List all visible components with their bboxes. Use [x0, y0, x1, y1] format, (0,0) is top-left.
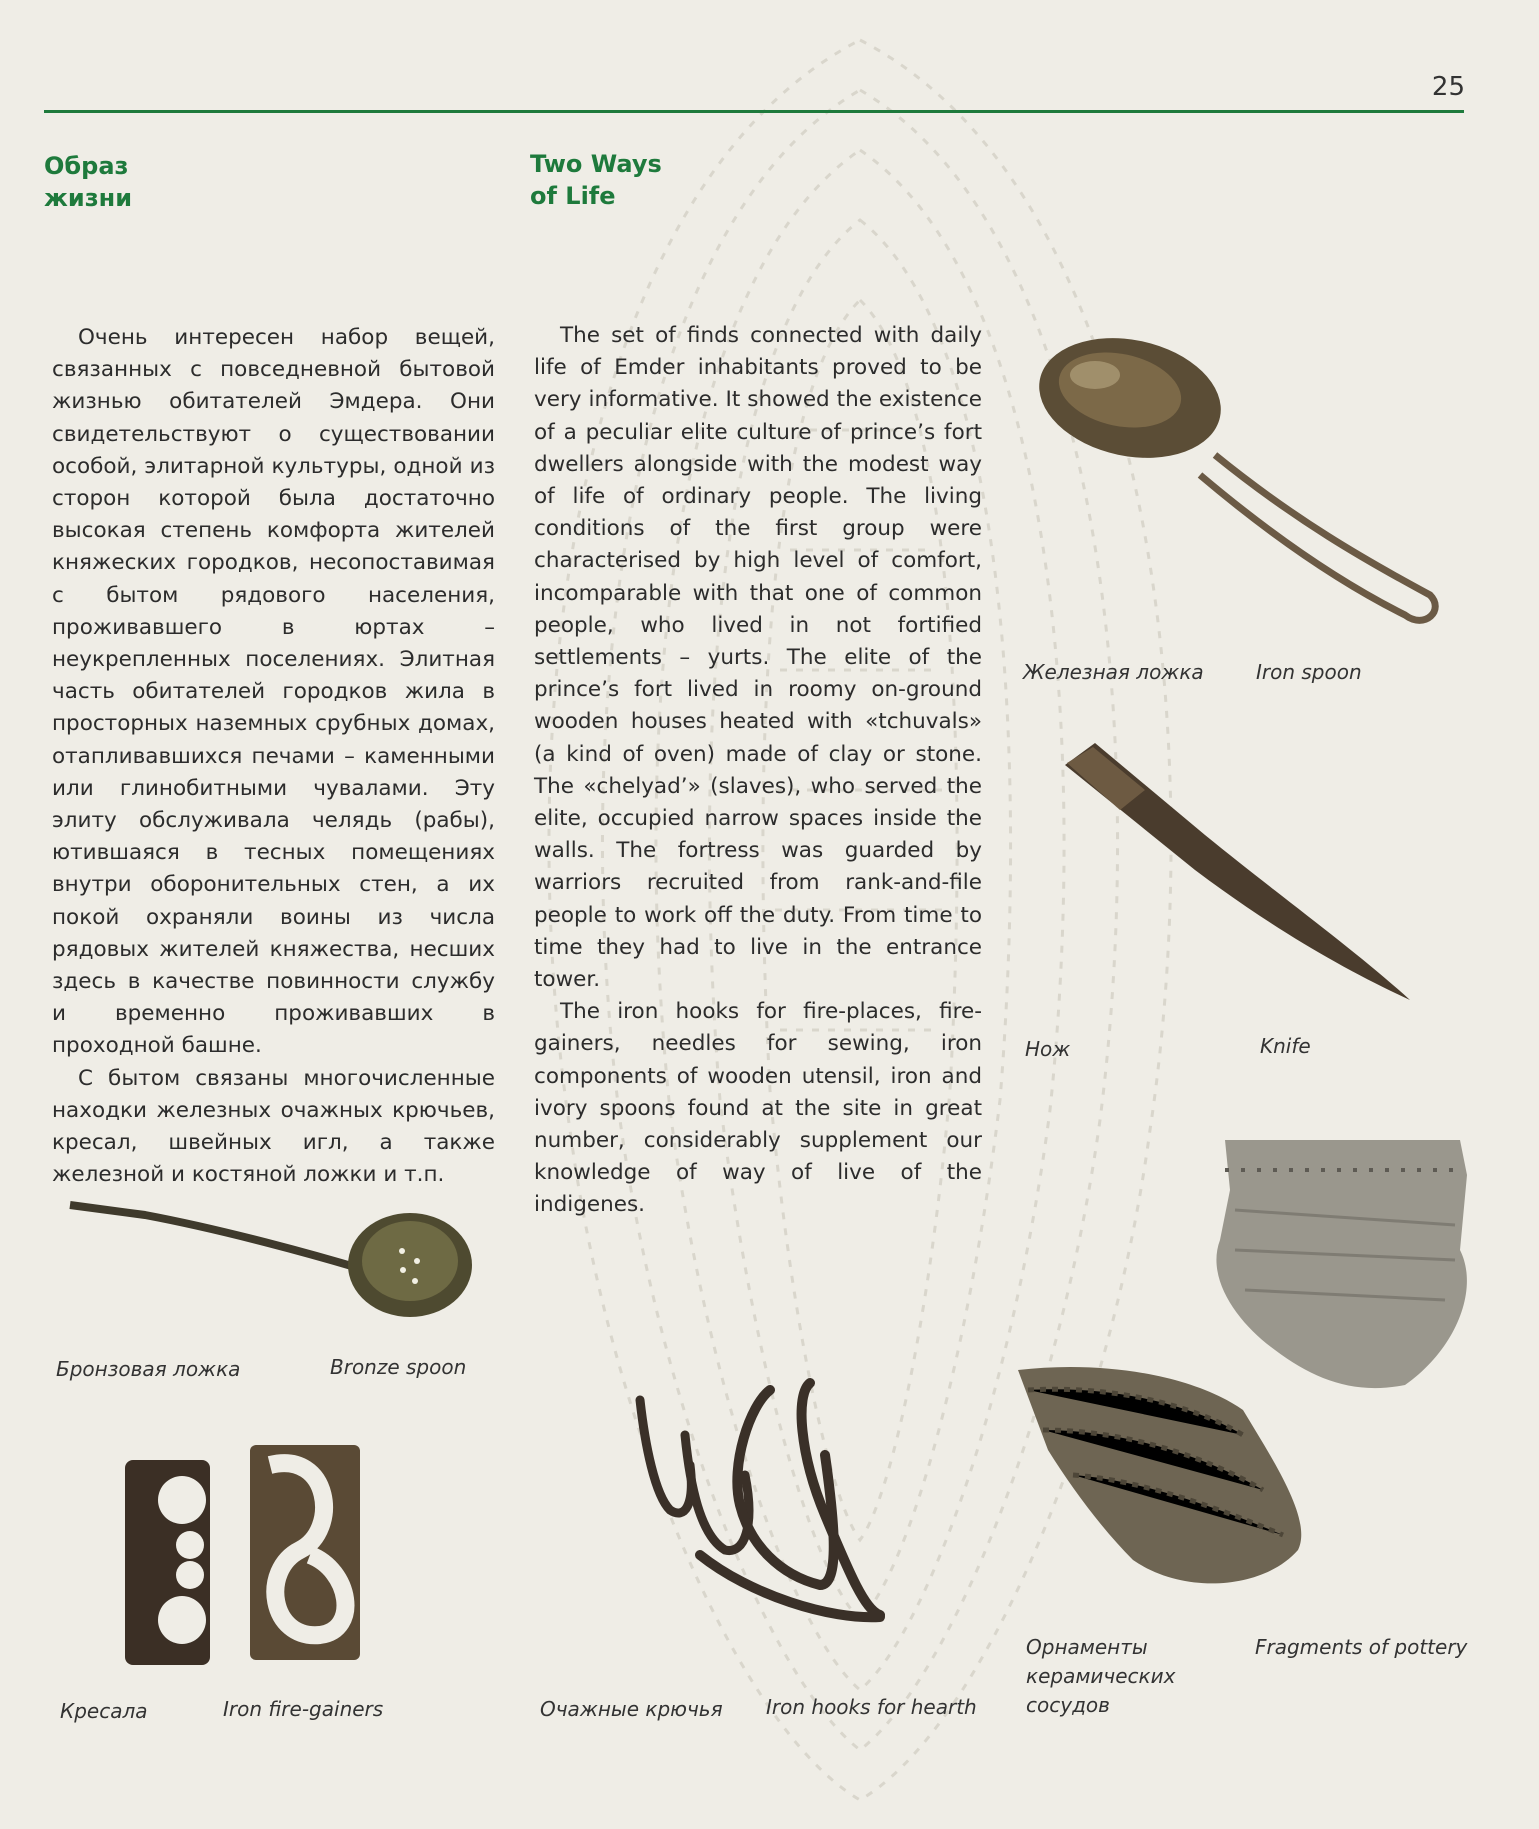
fire-gainers-photo	[120, 1440, 365, 1670]
caption-fire-gainers-en: Iron fire-gainers	[223, 1697, 384, 1721]
caption-knife-ru: Нож	[1025, 1037, 1071, 1061]
caption-bronze-spoon-ru: Бронзовая ложка	[56, 1357, 241, 1381]
caption-bronze-spoon-en: Bronze spoon	[330, 1355, 467, 1379]
caption-pottery-en: Fragments of pottery	[1255, 1635, 1468, 1659]
caption-hooks-ru: Очажные крючья	[540, 1697, 723, 1721]
paragraph-ru-1: Очень интересен набор вещей, связанных с повседневной бытовой жизнью обитателей Эмдера. Они свидетельствуют о существовании особой, элитарной культуры, одной из сторон которой была достаточно высокая степень комфорта жителей княжеских городков, несопоставимая с бытом рядового населения, проживавшего в юртах – неукрепленных поселениях. Элитная часть обитателей городков жила в просторных наземных срубных домах, отапливавшихся печами – каменными или глинобитными чувалами. Эту элиту обслуживала челядь (рабы), ютившаяся в тесных помещениях внутри оборонительных стен, а их покой охраняли воины из числа рядовых жителей княжества, несших здесь в качестве повинности службу и временно проживавших в проходной башне.	[52, 325, 495, 1059]
heading-en-line-1: Two Ways	[530, 150, 662, 178]
body-text-russian	[52, 322, 495, 1191]
paragraph-ru-2: С бытом связаны многочисленные находки железных очажных крючьев, кресал, швейных игл, а также железной и костяной ложки и т.п.	[52, 1065, 495, 1188]
body-text-english	[534, 320, 982, 1222]
caption-pottery-ru-line-2: керамических	[1026, 1664, 1176, 1688]
caption-pottery-ru	[1026, 1633, 1175, 1720]
page-number: 25	[1431, 72, 1465, 102]
knife-photo	[1055, 735, 1415, 1010]
bronze-spoon-photo	[65, 1185, 475, 1320]
caption-knife-en: Knife	[1260, 1034, 1311, 1058]
pottery-fragment-lower-photo	[1013, 1360, 1313, 1600]
caption-pottery-ru-line-1: Орнаменты	[1026, 1635, 1148, 1659]
header-rule	[44, 110, 1464, 113]
pottery-fragment-upper-photo	[1205, 1130, 1485, 1395]
heading-russian	[44, 150, 132, 214]
heading-ru-line-2: жизни	[44, 184, 133, 212]
paragraph-en-1: The set of finds connected with daily life of Emder inhabitants proved to be very informative. It showed the existence of a peculiar elite culture of prince’s fort dwellers alongside with the modest way of life of ordinary people. The living conditions of the first group were characterised by high level of comfort, incomparable with that one of common people, who lived in not fortified settlements – yurts. The elite of the prince’s fort lived in roomy on-ground wooden houses heated with «tchuvals» (a kind of oven) made of clay or stone. The «chelyad’» (slaves), who served the elite, occupied narrow spaces inside the walls. The fortress was guarded by warriors recruited from rank-and-file people to work off the duty. From time to time they had to live in the entrance tower.	[534, 323, 982, 993]
heading-en-line-2: of Life	[530, 182, 616, 210]
heading-english	[530, 148, 662, 212]
caption-pottery-ru-line-3: сосудов	[1026, 1693, 1110, 1717]
iron-spoon-photo	[1035, 330, 1445, 630]
heading-ru-line-1: Образ	[44, 152, 129, 180]
caption-fire-gainers-ru: Кресала	[60, 1699, 148, 1723]
caption-iron-spoon-en: Iron spoon	[1256, 660, 1362, 684]
iron-hooks-photo	[630, 1375, 890, 1635]
paragraph-en-2: The iron hooks for fire-places, fire-gainers, needles for sewing, iron components of wooden utensil, iron and ivory spoons found at the site in great number, considerably supplement our knowledge of way of live of the indigenes.	[534, 999, 982, 1218]
caption-hooks-en: Iron hooks for hearth	[766, 1695, 977, 1719]
caption-iron-spoon-ru: Железная ложка	[1023, 660, 1204, 684]
